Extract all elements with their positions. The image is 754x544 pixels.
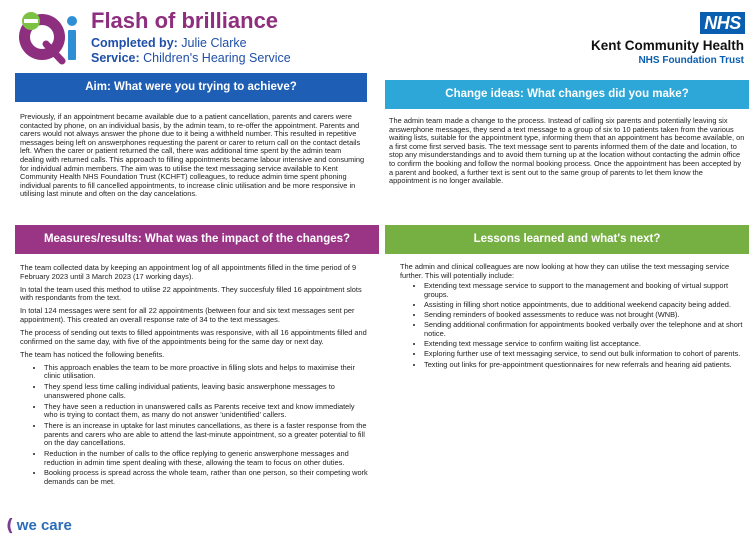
list-item: • Texting out links for pre-appointment questionnaires for new referrals and hearing aid patients.	[424, 361, 745, 370]
aim-heading: Aim: What were you trying to achieve?	[15, 73, 367, 102]
list-item: • Exploring further use of text messaging service, to send out bulk information to cohort of parents.	[424, 350, 745, 359]
results-benefits-list	[44, 364, 370, 487]
list-item: • Sending reminders of booked assessments to reduce was not brought (WNB).	[424, 311, 745, 320]
results-heading: Measures/results: What was the impact of the changes?	[15, 225, 379, 254]
list-item: • Extending text message service to support to the management and booking of virtual support groups.	[424, 282, 745, 299]
qi-logo-icon	[12, 6, 84, 66]
list-item: • Booking process is spread across the whole team, rather than one person, so their competing work demands can be met.	[44, 469, 370, 486]
results-section	[20, 264, 370, 514]
service	[91, 51, 291, 65]
list-item: • Reduction in the number of calls to the office replying to generic answerphone messages and reduction in admin time spent dealing with these, allowing the team to focus on other duties.	[44, 450, 370, 467]
lessons-section	[400, 263, 745, 413]
results-paragraph: The team collected data by keeping an appointment log of all appointments filled in the time period of 9 February 2023 until 3 March 2023 (17 working days).	[20, 264, 357, 281]
aim-text: Previously, if an appointment became available due to a patient cancellation, parents and carers were contacted by phone, on an individual basis, by the admin team, to re-offer the appointment. Parents and carers would not always answer the phone due to it being a withheld number. This resulted in repetitive messages being left on answerphones requesting the parent or carer to return call on the contact details left. When the carer or patient returned the call, there was additional time spent by the admin team dealing with returned calls. This approach to filling appointments became labour intensive and consuming for individual admin members. The aim was to utilise the text messaging service available to Kent Community Health NHS Foundation Trust (KCHFT) colleagues, to reduce admin time spent phoning individual parents to fill cancelled appointments, to increase clinic utilisation and be more responsive in utilising last minute and often on the day cancelations.	[20, 113, 365, 199]
page-title: Flash of brilliance	[91, 8, 279, 33]
aim-section	[20, 113, 365, 218]
we-care-text: we care	[16, 517, 72, 534]
changes-heading: Change ideas: What changes did you make?	[385, 80, 749, 109]
service-value: Children's Hearing Service	[143, 51, 291, 65]
lessons-heading: Lessons learned and what's next?	[385, 225, 749, 254]
changes-section	[389, 117, 745, 217]
org-trust: NHS Foundation Trust	[638, 55, 744, 66]
results-paragraph: In total 124 messages were sent for all 22 appointments (between four and six text messages sent per appointment). This created an overall response rate of 34 to the text messages.	[20, 306, 355, 324]
we-care-icon: (	[6, 516, 14, 536]
list-item: • Sending additional confirmation for appointments booked verbally over the telephone and at short notice.	[424, 321, 745, 338]
list-item: • There is an increase in uptake for last minutes cancellations, as there is a faster response from the parents and carers who are able to attend the last-minute appointment, so a greater potential to fill on the day cancellations.	[44, 422, 370, 448]
we-care-logo	[6, 515, 72, 537]
list-item: • Assisting in filling short notice appointments, due to additional weekend capacity being added.	[424, 301, 745, 310]
list-item: • They spend less time calling individual patients, leaving basic answerphone messages to unanswered phone calls.	[44, 383, 370, 400]
list-item: • Extending text message service to confirm waiting list acceptance.	[424, 340, 745, 349]
org-name: Kent Community Health	[590, 38, 744, 53]
lessons-list	[424, 282, 745, 369]
lessons-intro: The admin and clinical colleagues are now looking at how they can utilise the text messaging service further. This will potentially include:	[400, 263, 730, 280]
list-item: • They have seen a reduction in unanswered calls as Parents receive text and know immediately who is trying to contact them, as many do not answer 'unidentified' callers.	[44, 403, 370, 420]
results-paragraph: The process of sending out texts to filled appointments was responsive, with all 16 appointments filled and confirmed on the same day, with five of the appointments being for the same day or next day.	[20, 328, 367, 346]
nhs-logo: NHS	[700, 12, 745, 34]
list-item: • This approach enables the team to be more proactive in filling slots and helps to maximise their clinic utilisation.	[44, 364, 370, 381]
completed-by	[91, 36, 247, 50]
results-paragraph: The team has noticed the following benefits.	[20, 349, 165, 359]
completed-by-value: Julie Clarke	[181, 36, 247, 50]
results-paragraph: In total the team used this method to utilise 22 appointments. They succesfuly filled 16 appointment slots with respondants from the text.	[20, 284, 362, 303]
service-label: Service:	[91, 51, 140, 65]
changes-text: The admin team made a change to the process. Instead of calling six parents and potentially leaving six answerphone messages, they send a text message to a group of six to 10 patients taken from the various waiting lists, suitable for the appointment type, informing them that an appointment has become available, on a first come first served basis. The text message sent to parents informed them of the date and location, to stop any misunderstandings and to avoid them turning up at the location without contacting the admin office to confirm the booking and follow the normal booking process. Once the appointment has been accepted by a parent and booked, a further text is sent out to the same group of parents to let them know the appointment is no longer available.	[389, 117, 745, 186]
completed-by-label: Completed by:	[91, 36, 178, 50]
